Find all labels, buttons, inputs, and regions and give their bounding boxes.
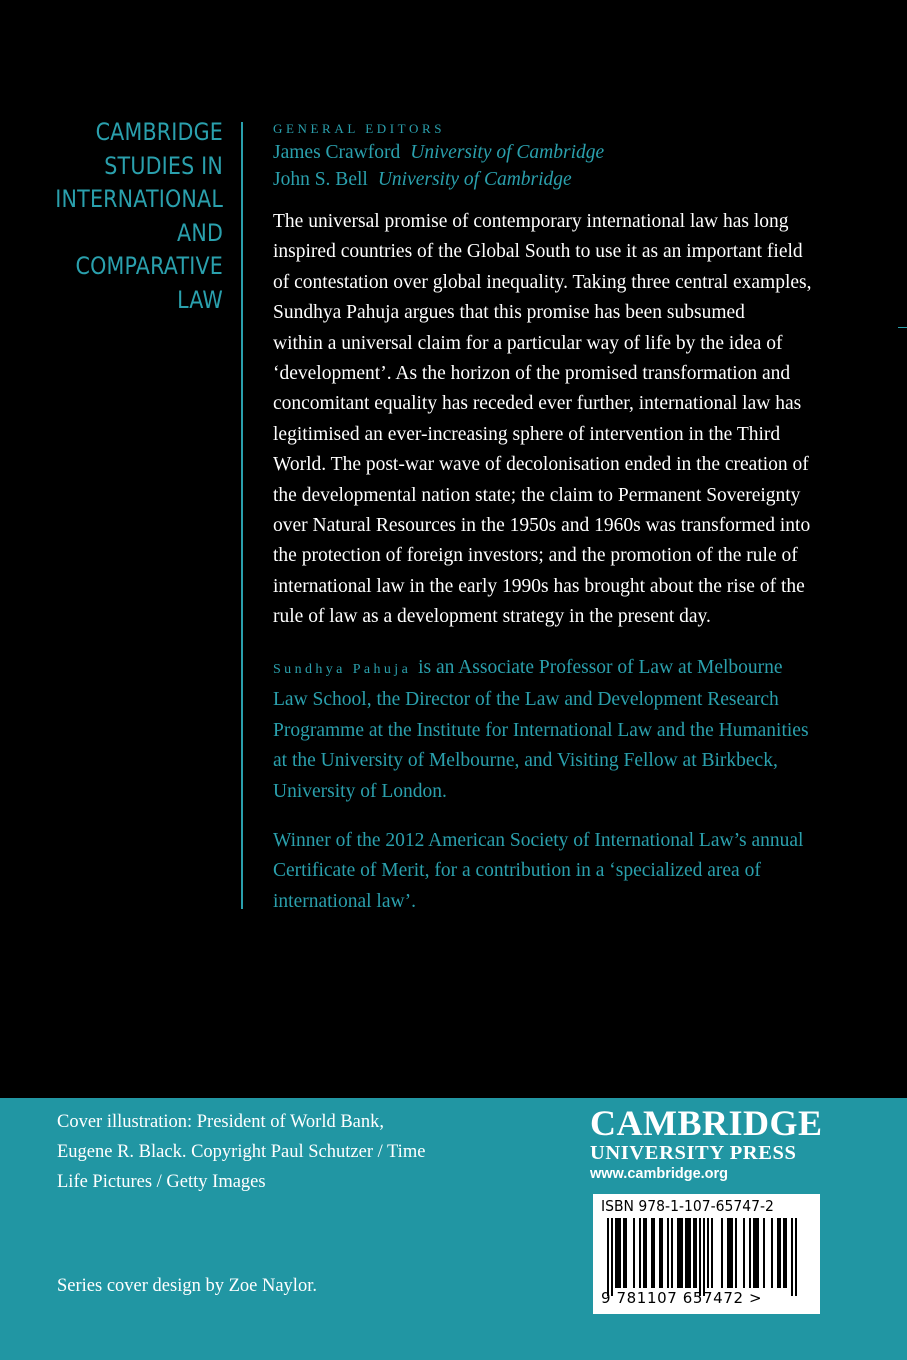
bio-first-line bbox=[273, 653, 873, 685]
bio-text: is an Associate Professor of Law at Melbourne bbox=[418, 657, 783, 678]
barcode-bar bbox=[607, 1218, 609, 1296]
barcode-bar bbox=[763, 1218, 765, 1288]
barcode-bar bbox=[699, 1218, 701, 1296]
barcode-bar bbox=[611, 1218, 613, 1296]
author-bio bbox=[273, 653, 873, 807]
credit-line: Eugene R. Black. Copyright Paul Schutzer / Time bbox=[57, 1142, 426, 1162]
series-title bbox=[55, 116, 223, 318]
isbn-label: ISBN 978-1-107-65747-2 bbox=[601, 1197, 774, 1215]
barcode-bar bbox=[619, 1218, 621, 1288]
description-line: ‘development’. As the horizon of the promised transformation and bbox=[273, 363, 791, 385]
credit-line: Life Pictures / Getty Images bbox=[57, 1172, 266, 1192]
editor-affiliation: University of Cambridge bbox=[377, 169, 572, 190]
award-line: Winner of the 2012 American Society of International Law’s annual bbox=[273, 830, 804, 851]
barcode-bar bbox=[679, 1218, 681, 1288]
barcode-bar bbox=[755, 1218, 757, 1288]
description-line: international law in the early 1990s has brought about the rise of the bbox=[273, 575, 805, 597]
credit-line: Cover illustration: President of World Bank, bbox=[57, 1112, 385, 1132]
barcode-bar bbox=[779, 1218, 781, 1288]
author-name: Sundhya Pahuja bbox=[273, 662, 412, 677]
barcode-bar bbox=[735, 1218, 737, 1288]
edge-tick-mark bbox=[898, 327, 907, 328]
publisher-url: www.cambridge.org bbox=[590, 1166, 729, 1182]
series-title-line: CAMBRIDGE bbox=[95, 118, 223, 146]
bio-line: Law School, the Director of the Law and Development Research bbox=[273, 689, 779, 711]
barcode-bar bbox=[703, 1218, 705, 1296]
series-title-line: COMPARATIVE bbox=[75, 252, 223, 281]
series-title-line: LAW bbox=[177, 285, 223, 314]
bio-line: Programme at the Institute for International Law and the Humanities bbox=[273, 719, 809, 741]
series-title-line: STUDIES IN bbox=[104, 151, 223, 180]
editor-name: James Crawford bbox=[273, 142, 401, 163]
barcode-bar bbox=[771, 1218, 773, 1288]
description-line: the developmental nation state; the claim to Permanent Sovereignty bbox=[273, 484, 801, 506]
description-line: legitimised an ever-increasing sphere of intervention in the Third bbox=[273, 423, 781, 445]
barcode-bar bbox=[785, 1218, 787, 1288]
editor-name: John S. Bell bbox=[273, 169, 368, 190]
publisher-subname: UNIVERSITY PRESS bbox=[590, 1142, 797, 1164]
barcode-bar bbox=[651, 1218, 653, 1288]
barcode-bar bbox=[615, 1218, 617, 1288]
description-line: Sundhya Pahuja argues that this promise has been subsumed bbox=[273, 302, 745, 324]
designer-credit: Series cover design by Zoe Naylor. bbox=[57, 1276, 317, 1296]
barcode-bar bbox=[783, 1218, 785, 1288]
barcode-bar bbox=[653, 1218, 655, 1288]
award-note bbox=[273, 826, 873, 917]
description-line: concomitant equality has receded ever further, international law has bbox=[273, 393, 802, 415]
barcode-bar bbox=[693, 1218, 695, 1288]
barcode-panel bbox=[593, 1194, 820, 1314]
barcode-bar bbox=[791, 1218, 793, 1296]
series-title-line: AND bbox=[177, 218, 223, 247]
barcode-bar bbox=[643, 1218, 645, 1288]
barcode-bar bbox=[711, 1218, 713, 1288]
barcode-bar bbox=[757, 1218, 759, 1288]
barcode-bar bbox=[731, 1218, 733, 1288]
barcode-bar bbox=[677, 1218, 679, 1288]
editor-row bbox=[273, 166, 604, 193]
barcode-bar bbox=[727, 1218, 729, 1288]
barcode-bar bbox=[687, 1218, 689, 1288]
barcode-bar bbox=[639, 1218, 641, 1288]
barcode-bar bbox=[695, 1218, 697, 1288]
description-line: inspired countries of the Global South to use it as an important field bbox=[273, 241, 803, 263]
description-line: rule of law as a development strategy in the present day. bbox=[273, 606, 711, 628]
general-editors bbox=[273, 119, 604, 193]
bio-line: University of London. bbox=[273, 780, 447, 802]
editors-heading: GENERAL EDITORS bbox=[273, 121, 446, 136]
publisher-logo bbox=[590, 1104, 823, 1184]
barcode-bar bbox=[721, 1218, 723, 1288]
description-line: The universal promise of contemporary international law has long bbox=[273, 211, 789, 232]
publisher-name: CAMBRIDGE bbox=[590, 1103, 823, 1143]
bio-line: at the University of Melbourne, and Visiting Fellow at Birkbeck, bbox=[273, 750, 778, 772]
barcode-bar bbox=[667, 1218, 669, 1288]
barcode-bar bbox=[661, 1218, 663, 1288]
barcode-bar bbox=[743, 1218, 745, 1288]
barcode-bar bbox=[633, 1218, 635, 1288]
description-line: over Natural Resources in the 1950s and 1960s was transformed into bbox=[273, 515, 811, 537]
barcode-bar bbox=[707, 1218, 709, 1288]
barcode-digits: 9 781107 657472 > bbox=[601, 1289, 763, 1307]
barcode-bar bbox=[685, 1218, 687, 1288]
description-line: the protection of foreign investors; and the promotion of the rule of bbox=[273, 545, 798, 567]
description-line: of contestation over global inequality. Taking three central examples, bbox=[273, 271, 812, 293]
editor-row bbox=[273, 139, 604, 166]
description-line: World. The post-war wave of decolonisation ended in the creation of bbox=[273, 454, 809, 476]
barcode-bar bbox=[623, 1218, 625, 1288]
barcode-bar bbox=[749, 1218, 751, 1288]
barcode-bar bbox=[659, 1218, 661, 1288]
barcode-bar bbox=[689, 1218, 691, 1288]
award-line: Certificate of Merit, for a contribution in a ‘specialized area of bbox=[273, 860, 761, 882]
barcode-bar bbox=[795, 1218, 797, 1296]
barcode-bar bbox=[671, 1218, 673, 1288]
series-title-line: INTERNATIONAL bbox=[55, 185, 223, 214]
barcode-bar bbox=[617, 1218, 619, 1288]
vertical-divider bbox=[241, 122, 243, 909]
barcode-bar bbox=[681, 1218, 683, 1288]
barcode-bar bbox=[753, 1218, 755, 1288]
description-line: within a universal claim for a particular way of life by the idea of bbox=[273, 332, 783, 354]
barcode-bar bbox=[645, 1218, 647, 1288]
award-line: international law’. bbox=[273, 890, 416, 912]
cover-credits bbox=[57, 1107, 425, 1197]
barcode-bar bbox=[729, 1218, 731, 1288]
barcode-bar bbox=[625, 1218, 627, 1288]
book-description bbox=[273, 207, 873, 633]
barcode-bar bbox=[777, 1218, 779, 1288]
editor-affiliation: University of Cambridge bbox=[410, 142, 605, 163]
